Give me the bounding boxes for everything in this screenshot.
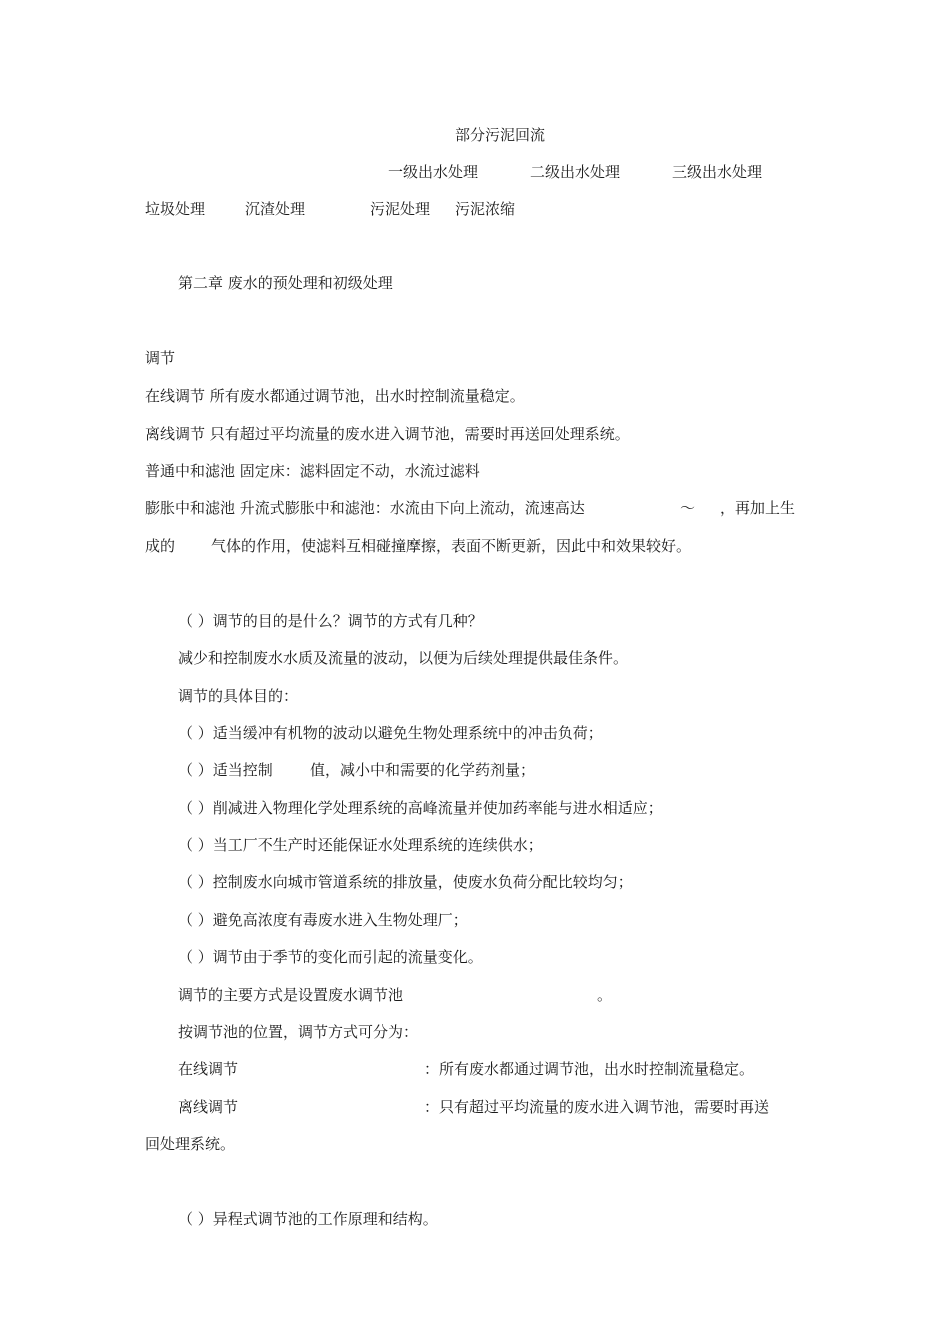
- term-offline: 离线调节 只有超过平均流量的废水进入调节池，需要时再送回处理系统。: [145, 425, 630, 443]
- term-online: 在线调节 所有废水都通过调节池，出水时控制流量稳定。: [145, 387, 525, 405]
- sludge-treatment-label: 污泥处理: [370, 200, 431, 218]
- chapter-title: 第二章 废水的预处理和初级处理: [178, 274, 393, 292]
- term-fixed-bed: 普通中和滤池 固定床：滤料固定不动，水流过滤料: [145, 462, 480, 480]
- by-position: 按调节池的位置，调节方式可分为：: [178, 1023, 419, 1041]
- purpose-item: （ ）控制废水向城市管道系统的排放量，使废水负荷分配比较均匀；: [178, 873, 633, 891]
- question-2: （ ）异程式调节池的工作原理和结构。: [178, 1210, 438, 1228]
- tertiary-effluent-label: 三级出水处理: [672, 163, 763, 181]
- online-label: 在线调节: [178, 1060, 239, 1078]
- term-expanded-4: 气体的作用，使滤料互相碰撞摩擦，表面不断更新，因此中和效果较好。: [211, 537, 692, 555]
- term-expanded-tilde: ～: [680, 499, 696, 517]
- garbage-treatment-label: 垃圾处理: [145, 200, 206, 218]
- offline-label: 离线调节: [178, 1098, 239, 1116]
- purpose-item: （ ）避免高浓度有毒废水进入生物处理厂；: [178, 911, 468, 929]
- residue-treatment-label: 沉渣处理: [245, 200, 306, 218]
- section-heading: 调节: [145, 349, 176, 367]
- purpose-item: （ ）削减进入物理化学处理系统的高峰流量并使加药率能与进水相适应；: [178, 799, 663, 817]
- purpose-item: （ ）当工厂不生产时还能保证水处理系统的连续供水；: [178, 836, 543, 854]
- question-1: （ ）调节的目的是什么？调节的方式有几种？: [178, 612, 483, 630]
- purpose-heading: 调节的具体目的：: [178, 687, 299, 705]
- term-expanded-1: 膨胀中和滤池 升流式膨胀中和滤池：水流由下向上流动，流速高达: [145, 499, 585, 517]
- primary-effluent-label: 一级出水处理: [388, 163, 479, 181]
- main-way: 调节的主要方式是设置废水调节池: [178, 986, 404, 1004]
- purpose-item: （ ）适当缓冲有机物的波动以避免生物处理系统中的冲击负荷；: [178, 724, 603, 742]
- offline-desc: ：只有超过平均流量的废水进入调节池，需要时再送: [424, 1098, 770, 1116]
- secondary-effluent-label: 二级出水处理: [530, 163, 621, 181]
- online-desc: ：所有废水都通过调节池，出水时控制流量稳定。: [424, 1060, 755, 1078]
- purpose-item-cont: 值，减小中和需要的化学药剂量；: [310, 761, 536, 779]
- answer-1: 减少和控制废水水质及流量的波动，以便为后续处理提供最佳条件。: [178, 649, 629, 667]
- term-expanded-3: 成的: [145, 537, 176, 555]
- purpose-item: （ ）适当控制: [178, 761, 273, 779]
- offline-desc-cont: 回处理系统。: [145, 1135, 236, 1153]
- purpose-item: （ ）调节由于季节的变化而引起的流量变化。: [178, 948, 483, 966]
- main-way-end: 。: [597, 986, 613, 1004]
- term-expanded-2: ，再加上生: [720, 499, 796, 517]
- return-sludge-label: 部分污泥回流: [455, 126, 546, 144]
- sludge-thicken-label: 污泥浓缩: [455, 200, 516, 218]
